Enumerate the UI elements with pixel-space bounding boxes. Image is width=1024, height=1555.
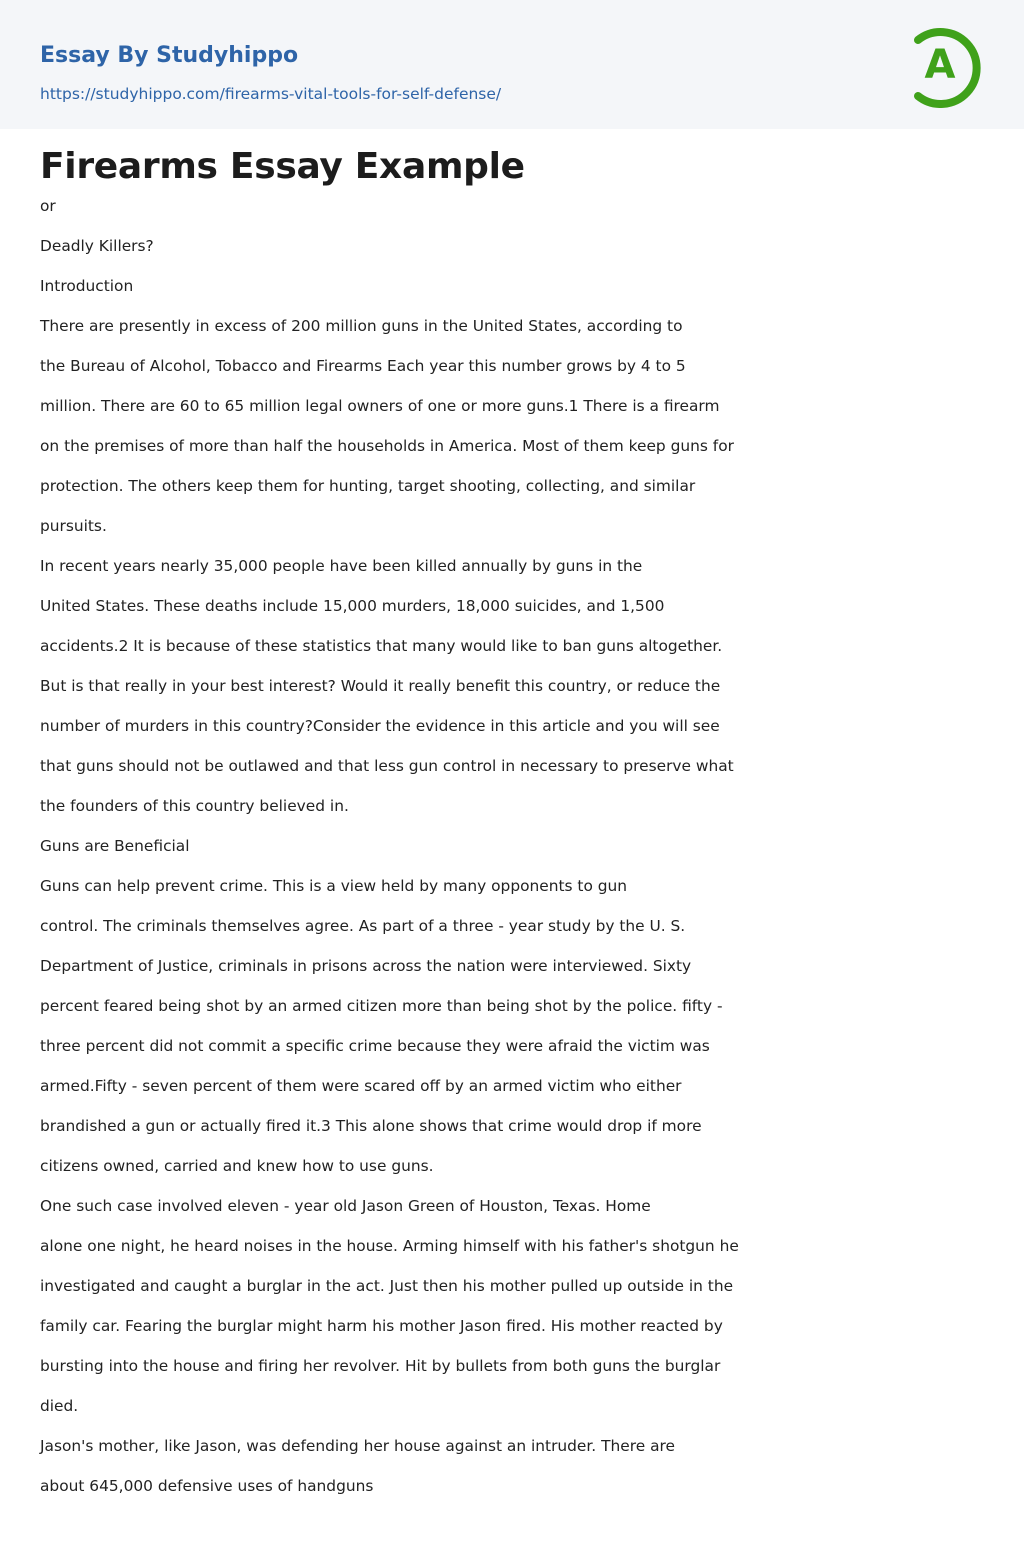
essay-line: Department of Justice, criminals in prisons across the nation were interviewed. Sixty [40,957,692,975]
essay-line: control. The criminals themselves agree. As part of a three - year study by the U. S. [40,917,686,935]
essay-line: percent feared being shot by an armed citizen more than being shot by the police. fifty - [40,997,723,1015]
essay-line: armed.Fifty - seven percent of them were scared off by an armed victim who either [40,1077,682,1095]
essay-line: Jason's mother, like Jason, was defending her house against an intruder. There are [40,1437,675,1455]
essay-line: investigated and caught a burglar in the act. Just then his mother pulled up outside in the [40,1277,734,1295]
source-url-link[interactable]: https://studyhippo.com/firearms-vital-tools-for-self-defense/ [40,85,502,103]
brand-title[interactable]: Essay By Studyhippo [40,43,299,68]
logo-ring-icon [896,18,986,108]
essay-line: the founders of this country believed in. [40,797,349,815]
essay-line: In recent years nearly 35,000 people have been killed annually by guns in the [40,557,643,575]
essay-line: But is that really in your best interest? Would it really benefit this country, or reduce the [40,677,721,695]
essay-line: Guns are Beneficial [40,837,190,855]
essay-line: Deadly Killers? [40,237,154,255]
essay-line: citizens owned, carried and knew how to use guns. [40,1157,434,1175]
essay-line: million. There are 60 to 65 million legal owners of one or more guns.1 There is a firearm [40,397,720,415]
essay-line: pursuits. [40,517,107,535]
essay-line: three percent did not commit a specific crime because they were afraid the victim was [40,1037,710,1055]
essay-line: There are presently in excess of 200 million guns in the United States, according to [40,317,683,335]
essay-line: died. [40,1397,79,1415]
essay-line: number of murders in this country?Consider the evidence in this article and you will see [40,717,720,735]
essay-line: family car. Fearing the burglar might harm his mother Jason fired. His mother reacted by [40,1317,723,1335]
essay-line: Introduction [40,277,134,295]
essay-line: the Bureau of Alcohol, Tobacco and Firearms Each year this number grows by 4 to 5 [40,357,686,375]
essay-line: brandished a gun or actually fired it.3 This alone shows that crime would drop if more [40,1117,702,1135]
page-title: Firearms Essay Example [40,146,525,187]
logo[interactable] [896,18,986,108]
essay-line: on the premises of more than half the households in America. Most of them keep guns for [40,437,734,455]
logo-letter: A [924,42,956,88]
essay-line: United States. These deaths include 15,000 murders, 18,000 suicides, and 1,500 [40,597,665,615]
essay-body [40,186,800,1506]
essay-line: Guns can help prevent crime. This is a view held by many opponents to gun [40,877,628,895]
essay-line: bursting into the house and firing her revolver. Hit by bullets from both guns the burglar [40,1357,721,1375]
essay-line: that guns should not be outlawed and that less gun control in necessary to preserve what [40,757,734,775]
essay-line: One such case involved eleven - year old Jason Green of Houston, Texas. Home [40,1197,651,1215]
essay-line: protection. The others keep them for hunting, target shooting, collecting, and similar [40,477,696,495]
essay-line: about 645,000 defensive uses of handguns [40,1477,374,1495]
essay-line: or [40,197,56,215]
page-header [0,0,1024,129]
essay-line: accidents.2 It is because of these statistics that many would like to ban guns altogether. [40,637,723,655]
essay-line: alone one night, he heard noises in the house. Arming himself with his father's shotgun he [40,1237,739,1255]
